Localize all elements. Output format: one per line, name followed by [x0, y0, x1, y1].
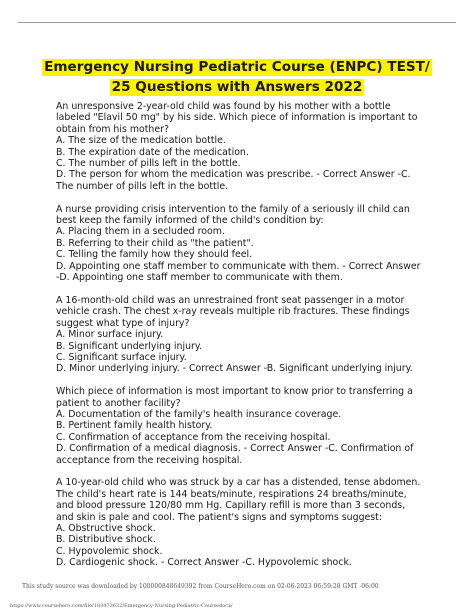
question-text-line: C. Significant surface injury.	[56, 351, 187, 363]
question-text-line: Which piece of information is most important to know prior to transferring a	[56, 386, 413, 398]
question-block	[56, 477, 426, 568]
document-title	[0, 56, 474, 96]
question-text-line: A. Documentation of the family's health insurance coverage.	[56, 408, 342, 420]
question-text-line: B. Referring to their child as "the patient".	[56, 237, 254, 249]
question-text-line: C. The number of pills left in the bottle.	[56, 158, 241, 170]
question-text-line: C. Confirmation of acceptance from the receiving hospital.	[56, 431, 331, 443]
title-line-2: 25 Questions with Answers 2022	[111, 79, 363, 95]
question-text-line: patient to another facility?	[56, 397, 181, 409]
question-text-line: A. The size of the medication bottle.	[56, 135, 226, 147]
question-text-line: The child's heart rate is 144 beats/minute, respirations 24 breaths/minute,	[56, 488, 407, 500]
question-text-line: acceptance from the receiving hospital.	[56, 454, 243, 466]
top-divider	[18, 22, 456, 23]
question-text-line: D. Confirmation of a medical diagnosis. - Correct Answer -C. Confirmation of	[56, 443, 414, 455]
question-text-line: An unresponsive 2-year-old child was found by his mother with a bottle	[56, 101, 391, 112]
question-text-line: A nurse providing crisis intervention to the family of a seriously ill child can	[56, 203, 410, 215]
question-text-line: and skin is pale and cool. The patient's signs and symptoms suggest:	[56, 511, 383, 523]
question-text-line: D. Cardiogenic shock. - Correct Answer -C. Hypovolemic shock.	[56, 557, 352, 569]
question-text-line: A 10-year-old child who was struck by a car has a distended, tense abdomen.	[56, 477, 421, 489]
question-text-line: D. Minor underlying injury. - Correct Answer -B. Significant underlying injury.	[56, 363, 413, 375]
question-text-line: A. Obstructive shock.	[56, 522, 156, 534]
question-text-line: A 16-month-old child was an unrestrained front seat passenger in a motor	[56, 294, 405, 306]
question-text-line: The number of pills left in the bottle.	[56, 180, 229, 192]
question-text-line: suggest what type of injury?	[56, 317, 190, 329]
question-text-line: obtain from his mother?	[56, 123, 169, 135]
title-line-1: Emergency Nursing Pediatric Course (ENPC) TEST/	[44, 59, 430, 75]
question-block	[56, 386, 426, 466]
question-text-line: best keep the family informed of the child's condition by:	[56, 215, 324, 227]
question-text-line: -D. Appointing one staff member to communicate with them.	[56, 272, 343, 284]
question-text-line: B. The expiration date of the medication.	[56, 146, 249, 158]
question-text-line: D. Appointing one staff member to communicate with them. - Correct Answer	[56, 260, 421, 272]
question-text-line: labeled "Elavil 50 mg" by his side. Which piece of information is important to	[56, 112, 418, 124]
question-text-line: and blood pressure 120/80 mm Hg. Capillary refill is more than 3 seconds,	[56, 500, 406, 512]
question-text-line: D. The person for whom the medication was prescribe. - Correct Answer -C.	[56, 169, 411, 181]
question-text-line: C. Telling the family how they should feel.	[56, 249, 253, 261]
download-notice: This study source was downloaded by 100000848649392 from CourseHero.com on 02-06-2023 06:59:28 GMT -06:00	[22, 583, 379, 590]
question-text-line: A. Placing them in a secluded room.	[56, 226, 225, 238]
question-text-line: B. Significant underlying injury.	[56, 340, 203, 352]
question-text-line: vehicle crash. The chest x-ray reveals multiple rib fractures. These findings	[56, 306, 410, 318]
question-text-line: C. Hypovolemic shock.	[56, 545, 163, 557]
question-text-line: A. Minor surface injury.	[56, 329, 164, 341]
question-text-line: B. Pertinent family health history.	[56, 420, 213, 432]
question-block	[56, 204, 426, 284]
question-block	[56, 101, 426, 192]
question-text-line: B. Distributive shock.	[56, 534, 156, 546]
question-block	[56, 295, 426, 375]
source-url[interactable]: https://www.coursehero.com/file/183473632/Emergency-Nursing-Pediatric-Coursedocx/	[10, 603, 233, 609]
question-list	[56, 101, 426, 580]
